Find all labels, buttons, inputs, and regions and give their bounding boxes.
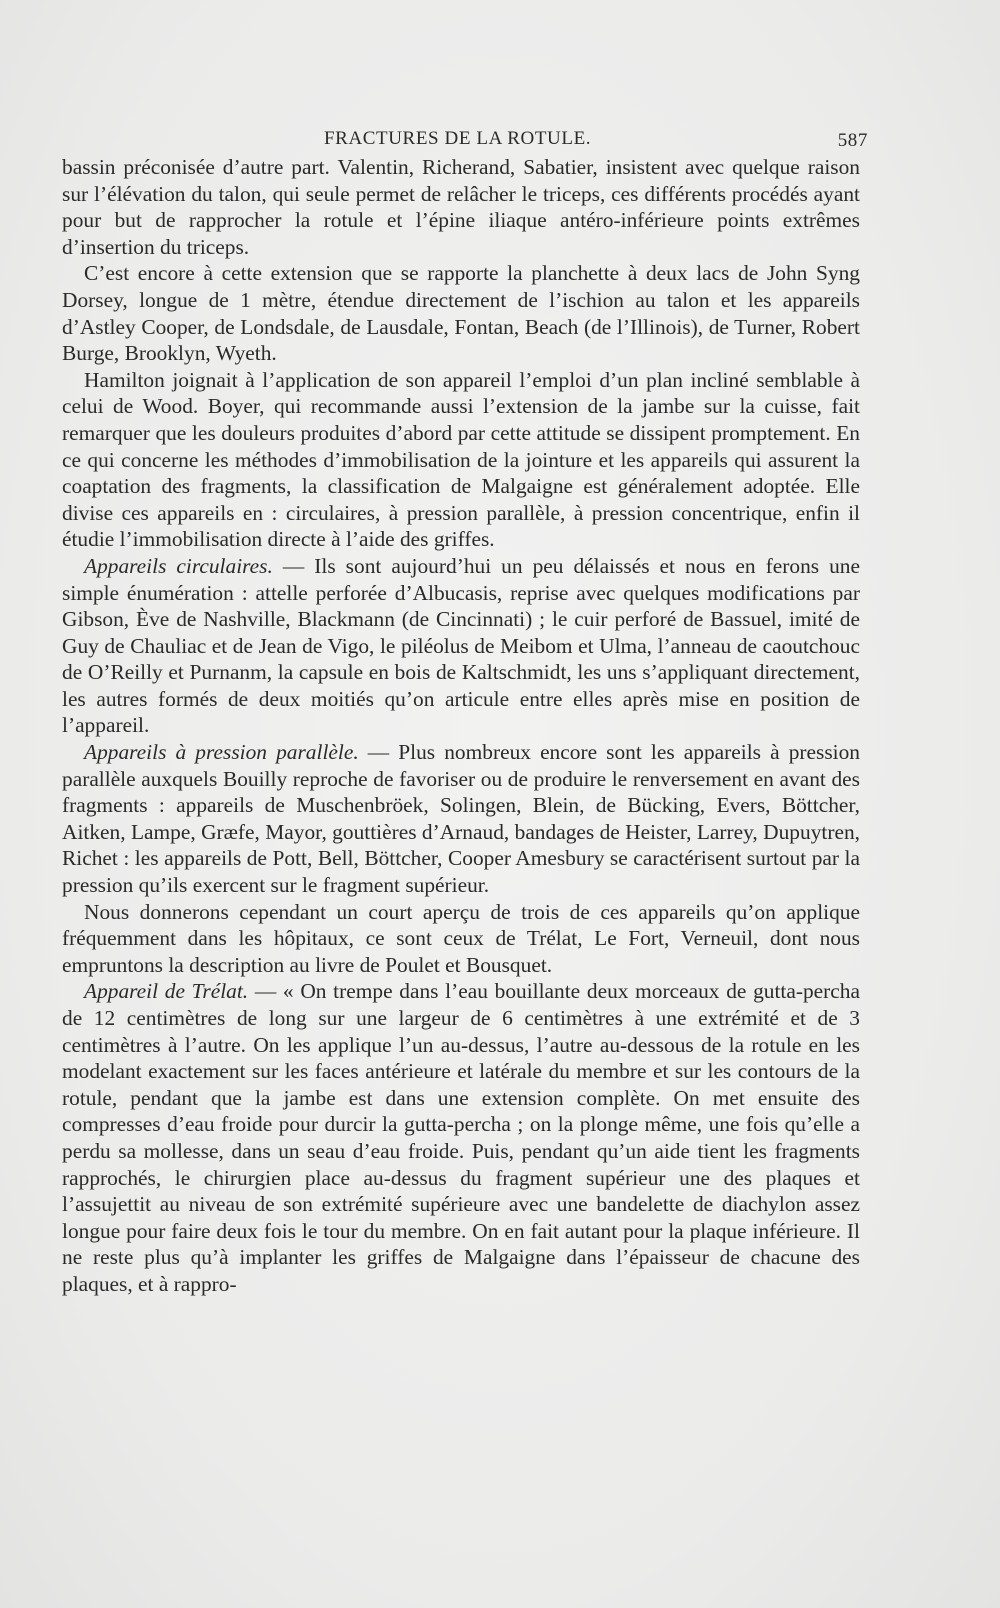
paragraph bbox=[62, 553, 860, 739]
paragraph-text: — Plus nombreux encore sont les appareils à pression parallèle auxquels Bouilly reproche de favoriser ou de produire le renversement en avant des fragments : appareils de Muschenbröek, Solingen, Blein, de Bücking, Evers, Böttcher, Aitken, Lampe, Græfe, Mayor, gouttières d’Arnaud, bandages de Heister, Larrey, Dupuytren, Richet : les appareils de Pott, Bell, Böttcher, Cooper Amesbury se caractérisent surtout par la pression qu’ils exercent sur le fragment supérieur. bbox=[62, 740, 860, 898]
paragraph bbox=[62, 154, 860, 260]
paragraph-text: — Ils sont aujourd’hui un peu délaissés et nous en ferons une simple énumération : attelle perforée d’Albucasis, reprise avec quelques modifications par Gibson, Ève de Nashville, Blackmann (de Cincinnati) ; le cuir perforé de Bassuel, imité de Guy de Chauliac et de Jean de Vigo, le piléolus de Meibom et Ulma, l’anneau de caoutchouc de O’Reilly et Purnanm, la capsule en bois de Kaltschmidt, les uns s’appliquant directement, les autres formés de deux moitiés qu’on articule entre elles après mise en position de l’appareil. bbox=[62, 553, 860, 738]
paragraph bbox=[62, 899, 860, 979]
paragraph bbox=[62, 739, 860, 899]
paragraph-text: — « On trempe dans l’eau bouillante deux morceaux de gutta-percha de 12 centimètres de long sur une largeur de 6 centimètres à une extrémité et de 3 centimètres à l’autre. On les applique l’un au-dessus, l’autre au-dessous de la rotule en les modelant exactement sur les faces antérieure et latérale du membre et sur les contours de la rotule, pendant que la jambe est dans une extension complète. On met ensuite des compresses d’eau froide pour durcir la gutta-percha ; on la plonge même, une fois qu’elle a perdu sa mollesse, dans un seau d’eau froide. Puis, pendant qu’un aide tient les fragments rapprochés, le chirurgien place au-dessus du fragment supérieur une des plaques et l’assujettit au niveau de son extrémité supérieure avec une bandelette de diachylon assez longue pour faire deux fois le tour du membre. On en fait autant pour la plaque inférieure. Il ne reste plus qu’à implanter les griffes de Malgaigne dans l’épaisseur de chacune des plaques, et à rappro- bbox=[62, 979, 860, 1296]
chapter-title: FRACTURES DE LA ROTULE. bbox=[324, 128, 592, 149]
running-head bbox=[62, 124, 868, 154]
paragraph-text: C’est encore à cette extension que se rapporte la planchette à deux lacs de John Syng Dorsey, longue de 1 mètre, étendue directement de l’ischion au talon et les appareils d’Astley Cooper, de Londsdale, de Lausdale, Fontan, Beach (de l’Illinois), de Turner, Robert Burge, Brooklyn, Wyeth. bbox=[62, 261, 860, 366]
body-text bbox=[62, 154, 860, 1298]
section-lead-appareil-trelat: Appareil de Trélat. bbox=[84, 979, 249, 1004]
paragraph-text: Nous donnerons cependant un court aperçu de trois de ces appareils qu’on applique fréquemment dans les hôpitaux, ce sont ceux de Trélat, Le Fort, Verneuil, dont nous empruntons la description au livre de Poulet et Bousquet. bbox=[62, 899, 860, 977]
paragraph bbox=[62, 978, 860, 1297]
paragraph-text: Hamilton joignait à l’application de son appareil l’emploi d’un plan incliné semblable à celui de Wood. Boyer, qui recommande aussi l’extension de la jambe sur la cuisse, fait remarquer que les douleurs produites d’abord par cette attitude se dissipent promptement. En ce qui concerne les méthodes d’immobilisation de la jointure et les appareils qui assurent la coaptation des fragments, la classification de Malgaigne est généralement adoptée. Elle divise ces appareils en : circulaires, à pression parallèle, à pression concentrique, enfin il étudie l’immobilisation directe à l’aide des griffes. bbox=[62, 367, 860, 552]
paragraph bbox=[62, 367, 860, 553]
section-lead-appareils-circulaires: Appareils circulaires. bbox=[84, 553, 273, 578]
paragraph-text: bassin préconisée d’autre part. Valentin, Richerand, Sabatier, insistent avec quelque raison sur l’élévation du talon, qui seule permet de relâcher le triceps, ces différents procédés ayant pour but de rapprocher la rotule et l’épine iliaque antéro-inférieure points extrêmes d’insertion du triceps. bbox=[62, 155, 860, 259]
paragraph bbox=[62, 260, 860, 366]
page-number: 587 bbox=[837, 130, 868, 151]
section-lead-pression-parallele: Appareils à pression parallèle. bbox=[84, 740, 359, 765]
